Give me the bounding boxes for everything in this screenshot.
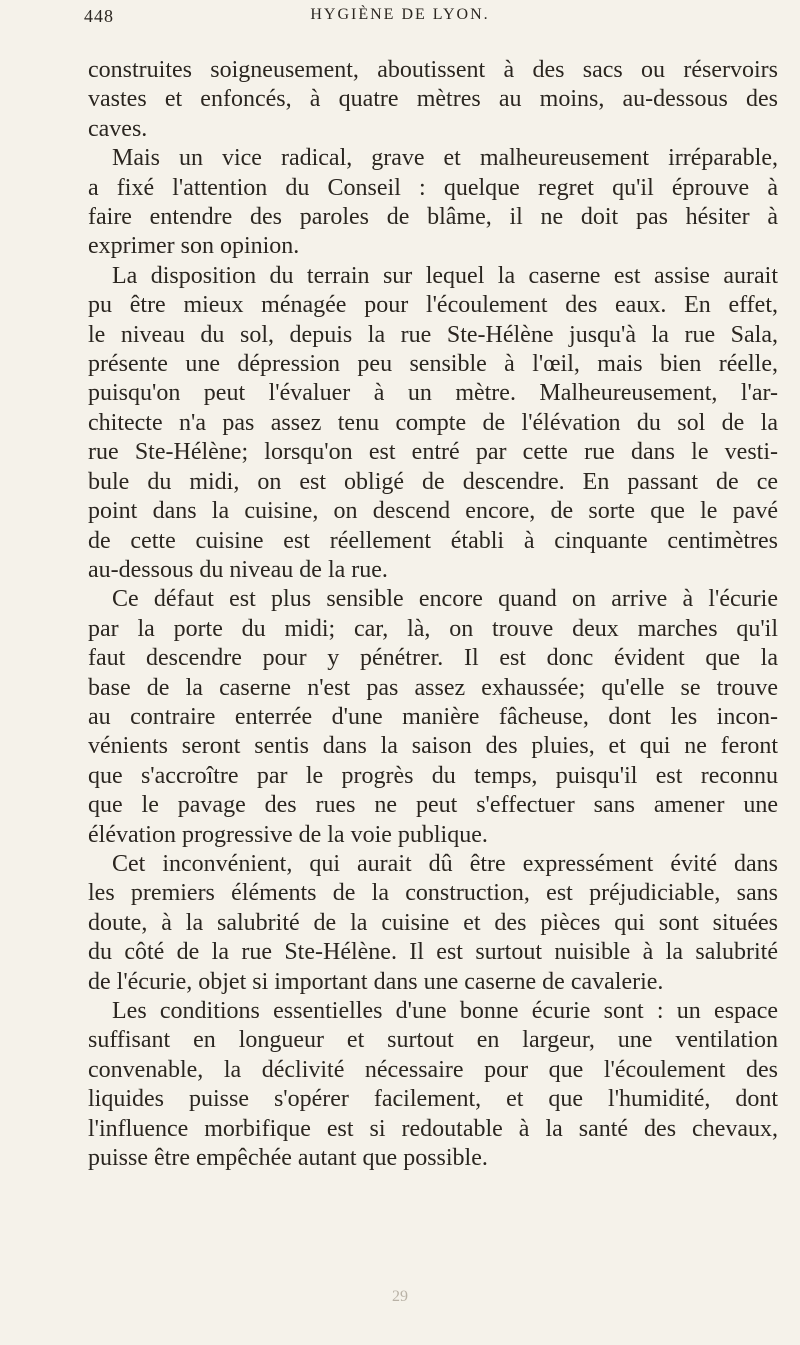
text-line: faire entendre des paroles de blâme, il ne doit pas hésiter à xyxy=(88,204,778,231)
paragraph xyxy=(88,144,778,262)
text-line: bule du midi, on est obligé de descendre. En passant de ce xyxy=(88,468,778,495)
text-line: pu être mieux ménagée pour l'écoulement des eaux. En effet, xyxy=(88,292,778,319)
text-line: chitecte n'a pas assez tenu compte de l'élévation du sol de la xyxy=(88,409,778,436)
text-line: le niveau du sol, depuis la rue Ste-Hélène jusqu'à la rue Sala, xyxy=(88,321,778,348)
text-line: au contraire enterrée d'une manière fâcheuse, dont les incon- xyxy=(88,703,778,730)
text-line: vastes et enfoncés, à quatre mètres au moins, au-dessous des xyxy=(88,86,778,113)
text-line: du côté de la rue Ste-Hélène. Il est surtout nuisible à la salubrité xyxy=(88,939,778,966)
text-line: que le pavage des rues ne peut s'effectuer sans amener une xyxy=(88,792,778,819)
text-line: a fixé l'attention du Conseil : quelque regret qu'il éprouve à xyxy=(88,174,778,201)
body-text xyxy=(88,56,778,1173)
text-line: par la porte du midi; car, là, on trouve deux marches qu'il xyxy=(88,615,778,642)
text-line: puisse être empêchée autant que possible. xyxy=(88,1145,488,1172)
text-line: convenable, la déclivité nécessaire pour que l'écoulement des xyxy=(88,1056,778,1083)
text-line: doute, à la salubrité de la cuisine et des pièces qui sont situées xyxy=(88,909,778,936)
text-line: construites soigneusement, aboutissent à des sacs ou réservoirs xyxy=(88,57,778,83)
paragraph xyxy=(88,997,778,1173)
text-line: faut descendre pour y pénétrer. Il est donc évident que la xyxy=(88,645,778,672)
paragraph xyxy=(88,56,778,144)
text-line: puisqu'on peut l'évaluer à un mètre. Malheureusement, l'ar- xyxy=(88,380,778,407)
running-head: HYGIÈNE DE LYON. xyxy=(310,6,490,23)
text-line: Cet inconvénient, qui aurait dû être expressément évité dans xyxy=(112,850,778,877)
text-line: présente une dépression peu sensible à l'œil, mais bien réelle, xyxy=(88,351,778,378)
text-line: élévation progressive de la voie publique. xyxy=(88,821,488,848)
paragraph xyxy=(88,262,778,585)
text-line: que s'accroître par le progrès du temps, puisqu'il est reconnu xyxy=(88,762,778,789)
text-line: les premiers éléments de la construction, est préjudiciable, sans xyxy=(88,880,778,907)
text-line: exprimer son opinion. xyxy=(88,233,300,260)
text-line: caves. xyxy=(88,115,148,142)
paragraph xyxy=(88,585,778,850)
text-line: Ce défaut est plus sensible encore quand on arrive à l'écurie xyxy=(112,586,778,613)
text-line: rue Ste-Hélène; lorsqu'on est entré par cette rue dans le vesti- xyxy=(88,439,778,466)
page-number: 448 xyxy=(84,6,114,26)
text-line: suffisant en longueur et surtout en largeur, une ventilation xyxy=(88,1027,778,1054)
page-header xyxy=(0,6,800,32)
text-line: au-dessous du niveau de la rue. xyxy=(88,556,388,583)
text-line: Les conditions essentielles d'une bonne écurie sont : un espace xyxy=(112,998,778,1024)
text-line: de l'écurie, objet si important dans une caserne de cavalerie. xyxy=(88,968,664,995)
text-line: La disposition du terrain sur lequel la caserne est assise aurait xyxy=(112,262,778,289)
text-line: l'influence morbifique est si redoutable à la santé des chevaux, xyxy=(88,1115,778,1142)
text-line: base de la caserne n'est pas assez exhaussée; qu'elle se trouve xyxy=(88,674,778,701)
footer-mark: 29 xyxy=(392,1288,408,1305)
text-line: vénients seront sentis dans la saison des pluies, et qui ne feront xyxy=(88,733,778,760)
text-line: liquides puisse s'opérer facilement, et que l'humidité, dont xyxy=(88,1086,778,1113)
text-line: point dans la cuisine, on descend encore, de sorte que le pavé xyxy=(88,498,778,525)
paragraph xyxy=(88,850,778,997)
text-line: de cette cuisine est réellement établi à cinquante centimètres xyxy=(88,527,778,554)
text-line: Mais un vice radical, grave et malheureusement irréparable, xyxy=(112,145,778,172)
